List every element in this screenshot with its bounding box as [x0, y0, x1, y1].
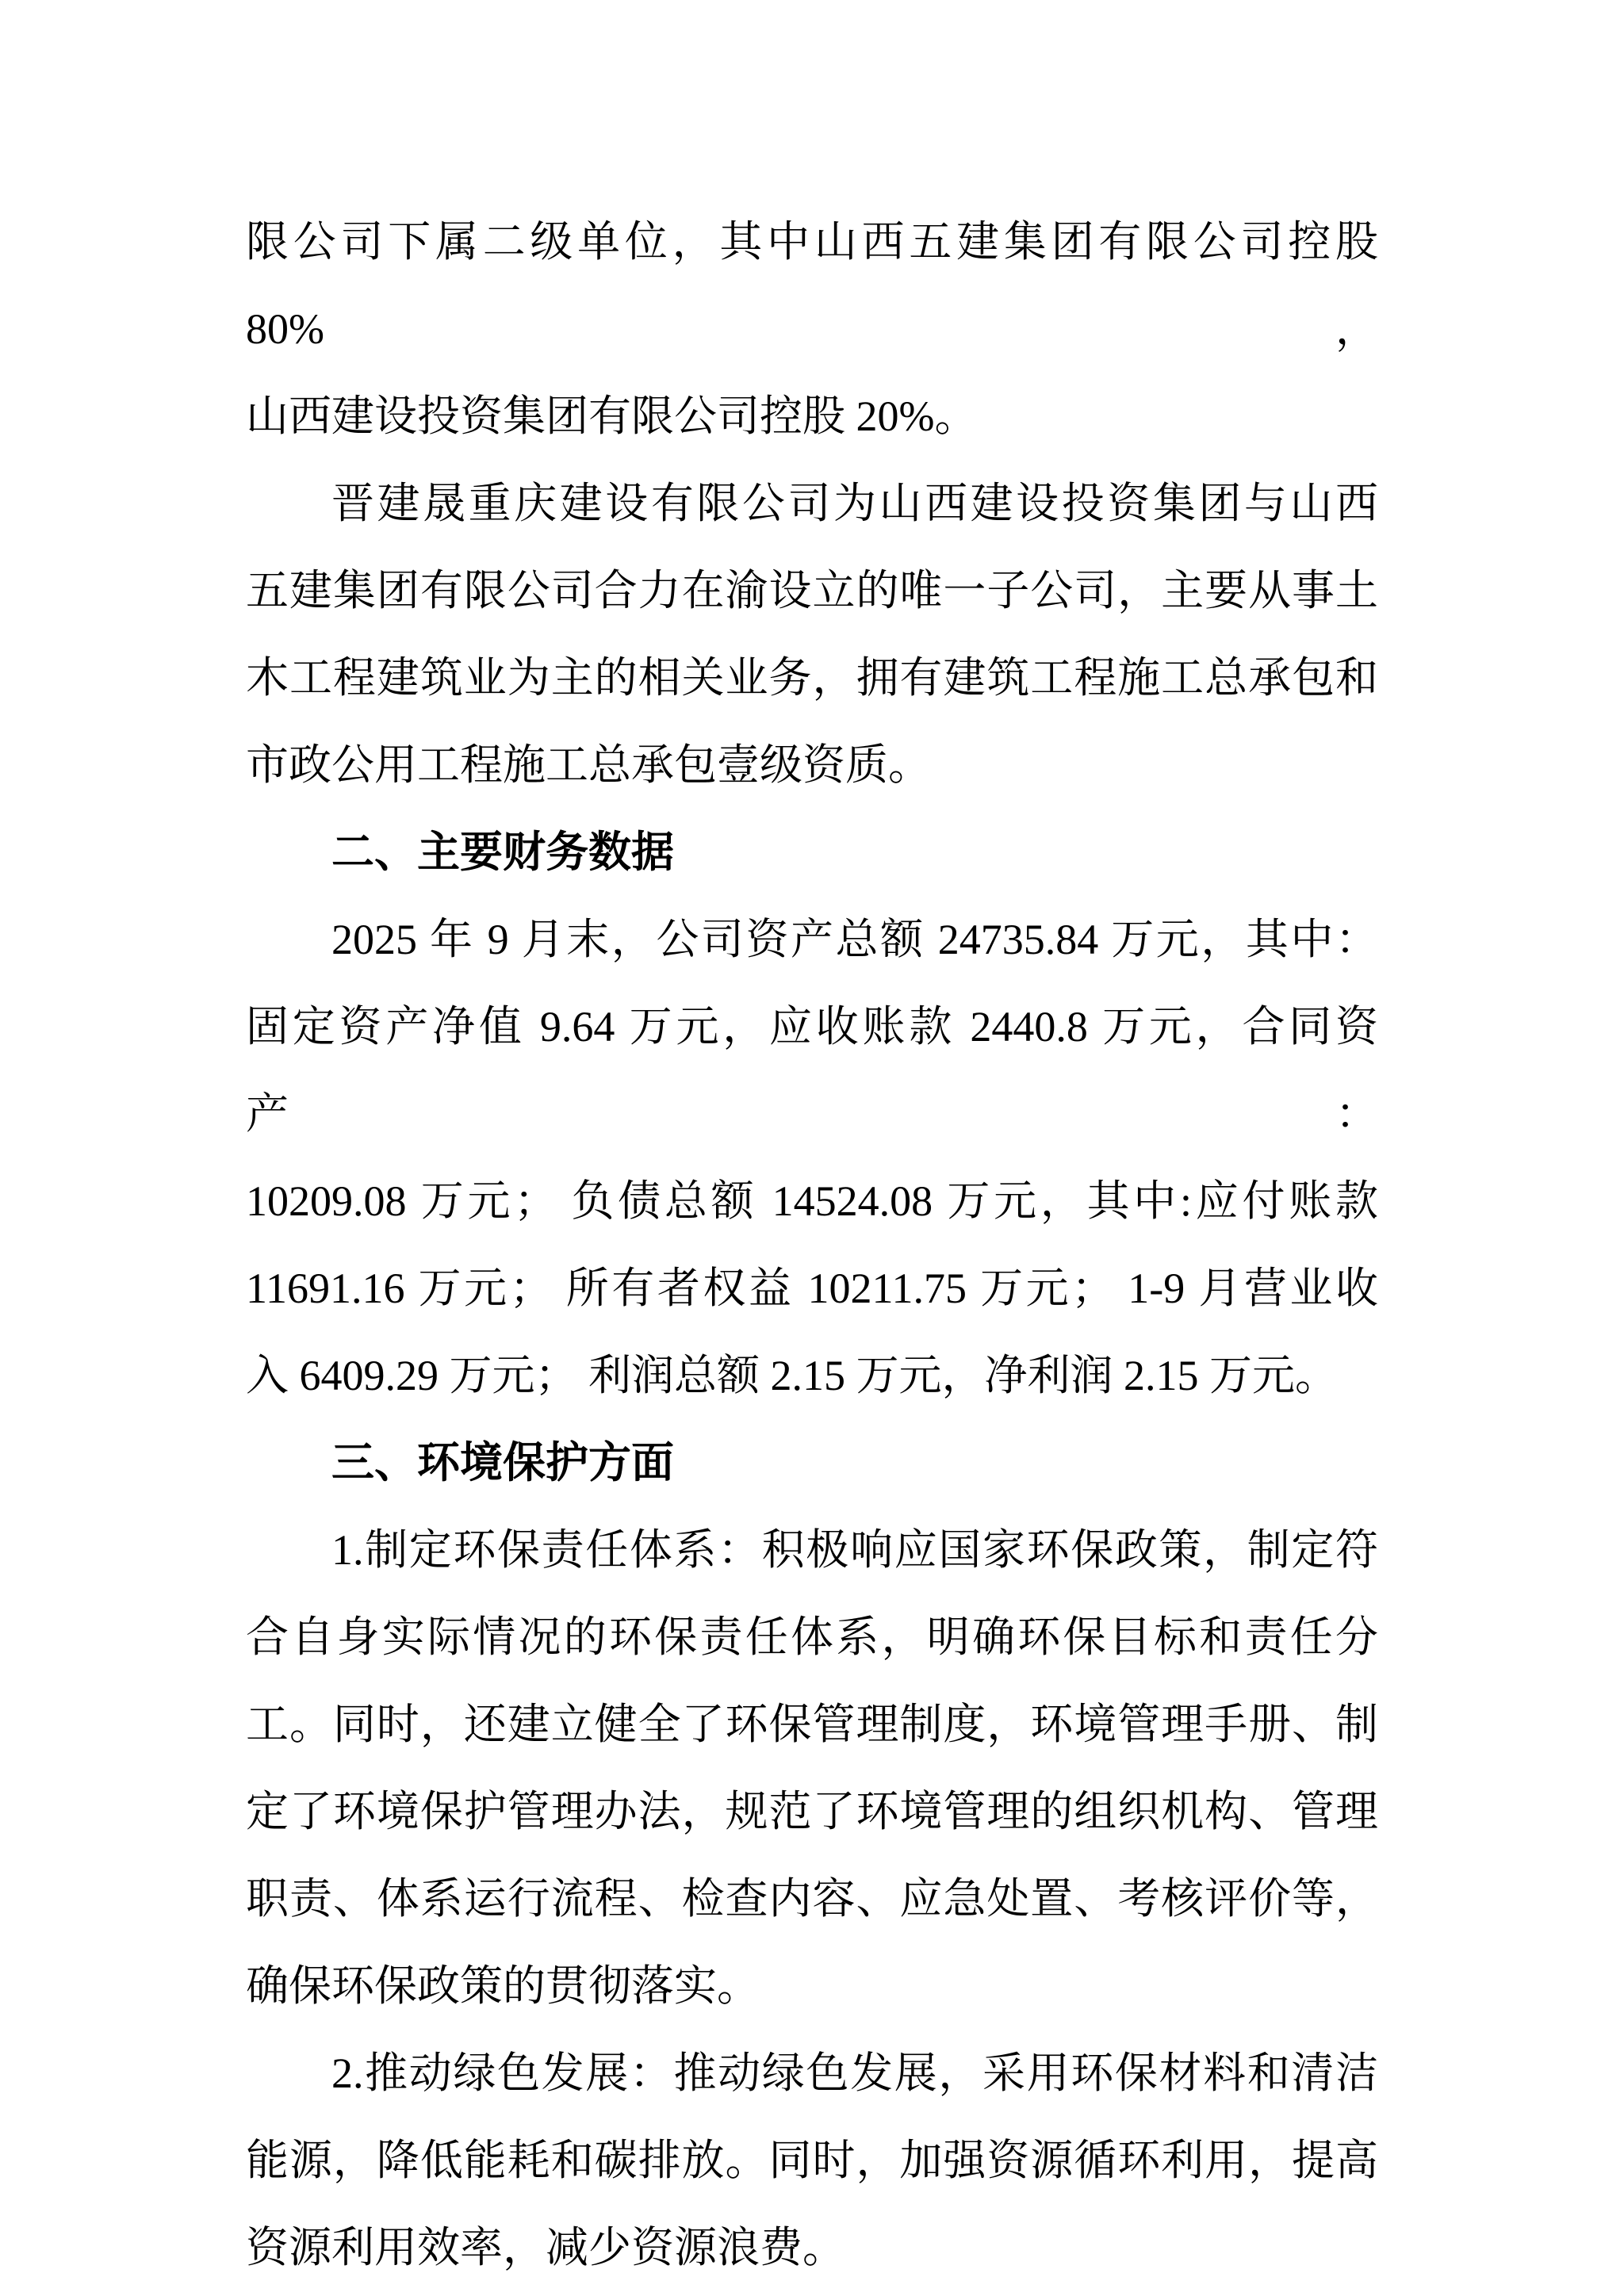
section-heading: 二、主要财务数据: [331, 828, 674, 876]
text-line: 职责、体系运行流程、检查内容、应急处置、考核评价等，: [246, 1875, 1378, 1923]
text-line: 五建集团有限公司合力在渝设立的唯一子公司，主要从事土: [246, 567, 1378, 614]
text-line: 入 6409.29 万元； 利润总额 2.15 万元，净利润 2.15 万元。: [246, 1352, 1338, 1399]
section-heading: 三、环境保护方面: [331, 1439, 674, 1487]
text-line: 11691.16 万元； 所有者权益 10211.75 万元； 1-9 月营业收: [246, 1265, 1378, 1312]
text-line: 资源利用效率，减少资源浪费。: [246, 2224, 845, 2271]
text-line: 工。同时，还建立健全了环保管理制度，环境管理手册、制: [246, 1701, 1378, 1748]
text-line: 定了环境保护管理办法，规范了环境管理的组织机构、管理: [246, 1788, 1378, 1835]
text-line: 固定资产净值 9.64 万元，应收账款 2440.8 万元，合同资产：: [246, 1003, 1378, 1138]
text-line: 限公司下属二级单位，其中山西五建集团有限公司控股 80%，: [246, 218, 1389, 353]
text-line: 晋建晟重庆建设有限公司为山西建设投资集团与山西: [331, 480, 1378, 527]
text-line: 能源，降低能耗和碳排放。同时，加强资源循环利用，提高: [246, 2137, 1378, 2184]
text-line: 1.制定环保责任体系：积极响应国家环保政策，制定符: [331, 1526, 1378, 1574]
text-line: 2025 年 9 月末，公司资产总额 24735.84 万元，其中：: [331, 916, 1378, 963]
text-line: 2.推动绿色发展：推动绿色发展，采用环保材料和清洁: [331, 2049, 1378, 2097]
text-line: 市政公用工程施工总承包壹级资质。: [246, 741, 931, 789]
text-line: 山西建设投资集团有限公司控股 20%。: [246, 392, 978, 440]
text-line: 木工程建筑业为主的相关业务，拥有建筑工程施工总承包和: [246, 654, 1378, 702]
text-line: 合自身实际情况的环保责任体系，明确环保目标和责任分: [246, 1613, 1378, 1661]
text-line: 10209.08 万元； 负债总额 14524.08 万元，其中:应付账款: [246, 1177, 1378, 1225]
text-line: 确保环保政策的贯彻落实。: [246, 1962, 760, 2010]
